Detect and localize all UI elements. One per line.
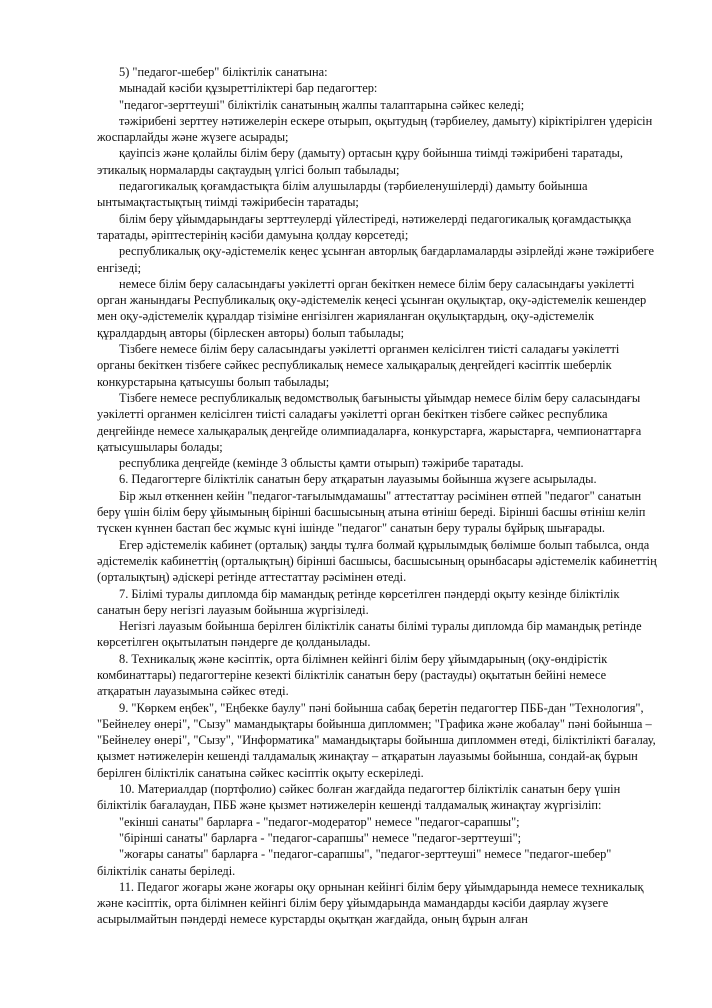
paragraph-4: тәжірибені зерттеу нәтижелерін ескере отырып, оқытудың (тәрбиелеу, дамыту) кіріктірілген үдерісін жоспарлайды және жүзеге асырады; xyxy=(97,113,653,145)
paragraph-19: 9. "Көркем еңбек", "Еңбекке баулу" пәні бойынша сабақ беретін педагогтер ПББ-дан "Технология", "Бейнелеу өнері", "Сызу" мамандықтары бойынша дипломмен; "Графика және жобалау" пәні бойынша – "Бейнелеу өнері", "Сызу", "Информатика" мамандықтары бойынша дипломмен өтеді, біліктілікті бағалау, қызмет нәтижелерін кешенді талдамалық жинақтау – атқаратын лауазымы бойынша, сондай-ақ бұрын берілген біліктілік санатына сәйкес кәсіптік оқыту ескеріледі. xyxy=(97,700,656,780)
paragraph-11: Тізбеге немесе республикалық ведомстволық бағынысты ұйымдар немесе білім беру саласындағы уәкілетті органмен келісілген тиісті саладағы уәкілетті орган бекіткен тізбеге сәйкес республика деңгейінде немесе халықаралық деңгейде олимпиадаларға, конкурстарға, жарыстарға, чемпионаттарға қатысушылары болады; xyxy=(97,390,642,454)
paragraph-8: республикалық оқу-әдістемелік кеңес ұсынған авторлық бағдарламаларды әзірлейді және тәжірибеге енгізеді; xyxy=(97,244,655,275)
paragraph-9: немесе білім беру саласындағы уәкілетті орган бекіткен немесе білім беру саласындағы уәкілетті орган жанындағы Республикалық оқу-әдістемелік кеңесі ұсынған оқулықтар, оқу-әдістемелік кешендер мен оқу-әдістемелік құралдар тізіміне енгізілген жарияланған оқулықтардың, оқу-әдістемелік құралдардың авторы (бірлескен авторы) болып табылады; xyxy=(97,276,647,340)
paragraph-10: Тізбеге немесе білім беру саласындағы уәкілетті органмен келісілген тиісті саладағы уәкілетті органы бекіткен тізбеге сәйкес республикалық немесе халықаралық деңгейдегі кәсіптік шеберлік конкурстарына қатысушы болып табылады; xyxy=(97,342,620,389)
paragraph-2: мынадай кәсіби құзыреттіліктері бар педагогтер: xyxy=(119,81,378,96)
paragraph-18: 8. Техникалық және кәсіптік, орта білімнен кейінгі білім беру ұйымдарының (оқу-өндірістік комбинаттары) педагогтеріне кезекті біліктілік санатын беру (растауды) оқытатын бейіні немесе атқаратын лауазымына сәйкес өтеді. xyxy=(97,651,608,699)
paragraph-12: республика деңгейде (кемінде 3 облысты қамти отырып) тәжірибе таратады. xyxy=(119,456,524,471)
paragraph-14: Бір жыл өткеннен кейін "педагог-тағылымдамашы" аттестаттау рәсімінен өтпей "педагог" санатын беру үшін білім беру ұйымының бірінші басшысының атына өтініш береді. Бірінші басшы өтініш келіп түскен күннен бастап бес жұмыс күні ішінде "педагог" санатын беру туралы бұйрық шығарады. xyxy=(97,488,646,536)
paragraph-13: 6. Педагогтерге біліктілік санатын беру атқаратын лауазымы бойынша жүзеге асырылады. xyxy=(119,472,597,487)
paragraph-23: "жоғары санаты" барларға - "педагог-сарапшы", "педагог-зерттеуші" немесе "педагог-шебер" біліктілік санаты беріледі. xyxy=(97,847,612,878)
document-body xyxy=(97,64,657,928)
paragraph-16: 7. Білімі туралы дипломда бір мамандық ретінде көрсетілген пәндерді оқыту кезінде біліктілік санатын беру негізгі лауазым бойынша жүргізіледі. xyxy=(97,586,620,617)
paragraph-3: "педагог-зерттеуші" біліктілік санатының жалпы талаптарына сәйкес келеді; xyxy=(119,97,525,112)
paragraph-17: Негізгі лауазым бойынша берілген біліктілік санаты білімі туралы дипломда бір мамандық ретінде көрсетілген оқытылатын пәндерге де қолданылады. xyxy=(97,619,642,650)
paragraph-24: 11. Педагог жоғары және жоғары оқу орнынан кейінгі білім беру ұйымдарында немесе техникалық және кәсіптік, орта білімнен кейінгі білім беру ұйымдарында мамандарды кәсіби даярлау жүзеге асырылмайтын пәндерді немесе курстарды оқытқан жағдайда, оның бұрын алған xyxy=(97,879,644,927)
paragraph-21: "екінші санаты" барларға - "педагог-модератор" немесе "педагог-сарапшы"; xyxy=(119,814,520,829)
paragraph-15: Егер әдістемелік кабинет (орталық) заңды тұлға болмай құрылымдық бөлімше болып табылса, онда әдістемелік кабинеттің (орталықтың) бірінші басшысы, басшысының орынбасары әдістемелік кабинеттің (орталықтың) әдіскері ретінде аттестаттау рәсімінен өтеді. xyxy=(97,537,657,585)
paragraph-7: білім беру ұйымдарындағы зерттеулерді үйлестіреді, нәтижелерді педагогикалық қоғамдастыққа таратады, әріптестерінің кәсіби дамуына қолдау көрсетеді; xyxy=(97,211,632,242)
paragraph-22: "бірінші санаты" барларға - "педагог-сарапшы" немесе "педагог-зерттеуші"; xyxy=(119,830,522,845)
paragraph-5: қауіпсіз және қолайлы білім беру (дамыту) ортасын құру бойынша тиімді тәжірибені таратады, этикалық нормаларды сақтаудың үлгісі болып табылады; xyxy=(97,146,623,177)
paragraph-20: 10. Материалдар (портфолио) сәйкес болған жағдайда педагогтер біліктілік санатын беру үшін біліктілік бағалаудан, ПББ және қызмет нәтижелерін кешенді талдамалық жинақтау жүргізіліп: xyxy=(97,782,621,813)
paragraph-1: 5) "педагог-шебер" біліктілік санатына: xyxy=(119,65,328,79)
paragraph-6: педагогикалық қоғамдастықта білім алушыларды (тәрбиеленушілерді) дамыту бойынша ынтымақтастықтың тиімді тәжірибесін таратады; xyxy=(97,179,588,210)
